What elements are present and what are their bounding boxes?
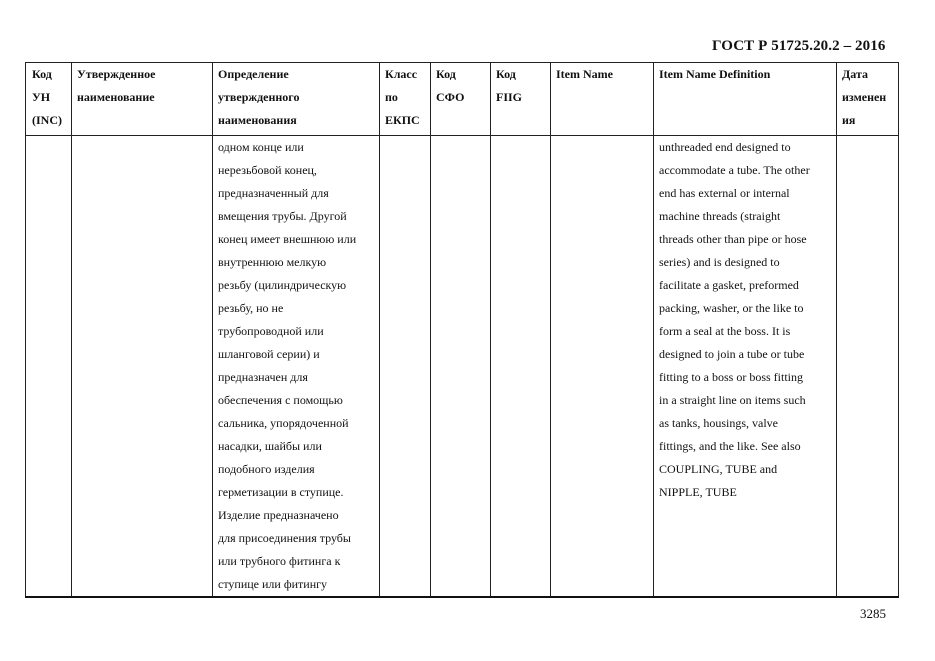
document-standard-number: ГОСТ Р 51725.20.2 – 2016	[712, 38, 886, 54]
header-item-name-definition: Item Name Definition	[654, 63, 837, 136]
table-header-row	[26, 63, 899, 136]
header-item-name: Item Name	[551, 63, 654, 136]
cell-change-date	[837, 136, 899, 598]
cell-ekps-class	[380, 136, 431, 598]
header-ekps-class: Класс по ЕКПС	[380, 63, 431, 136]
header-sfo-code: Код СФО	[431, 63, 491, 136]
cell-approved-name	[72, 136, 213, 598]
header-change-date: Дата изменен ия	[837, 63, 899, 136]
header-fiig-code: Код FIIG	[491, 63, 551, 136]
table-row	[26, 136, 899, 598]
cell-definition-ru: одном конце или нерезьбовой конец, предназначенный для вмещения трубы. Другой конец имеет внешнюю или внутреннюю мелкую резьбу (цилиндрическую резьбу, но не трубопроводной или шланговой серии) и предназначен для обеспечения с помощью сальника, упорядоченной насадки, шайбы или подобного изделия герметизации в ступице. Изделие предназначено для присоединения трубы или трубного фитинга к ступице или фитингу	[213, 136, 380, 598]
header-approved-name: Утвержденное наименование	[72, 63, 213, 136]
cell-fiig-code	[491, 136, 551, 598]
cell-item-name-definition: unthreaded end designed to accommodate a tube. The other end has external or internal machine threads (straight threads other than pipe or hose series) and is designed to facilitate a gasket, preformed packing, washer, or the like to form a seal at the boss. It is designed to join a tube or tube fitting to a boss or boss fitting in a straight line on items such as tanks, housings, valve fittings, and the like. See also COUPLING, TUBE and NIPPLE, TUBE	[654, 136, 837, 598]
header-inc-code: Код УН (INC)	[26, 63, 72, 136]
catalog-table	[25, 62, 899, 598]
cell-item-name	[551, 136, 654, 598]
header-definition: Определение утвержденного наименования	[213, 63, 380, 136]
page-number: 3285	[860, 606, 886, 621]
cell-sfo-code	[431, 136, 491, 598]
cell-inc-code	[26, 136, 72, 598]
